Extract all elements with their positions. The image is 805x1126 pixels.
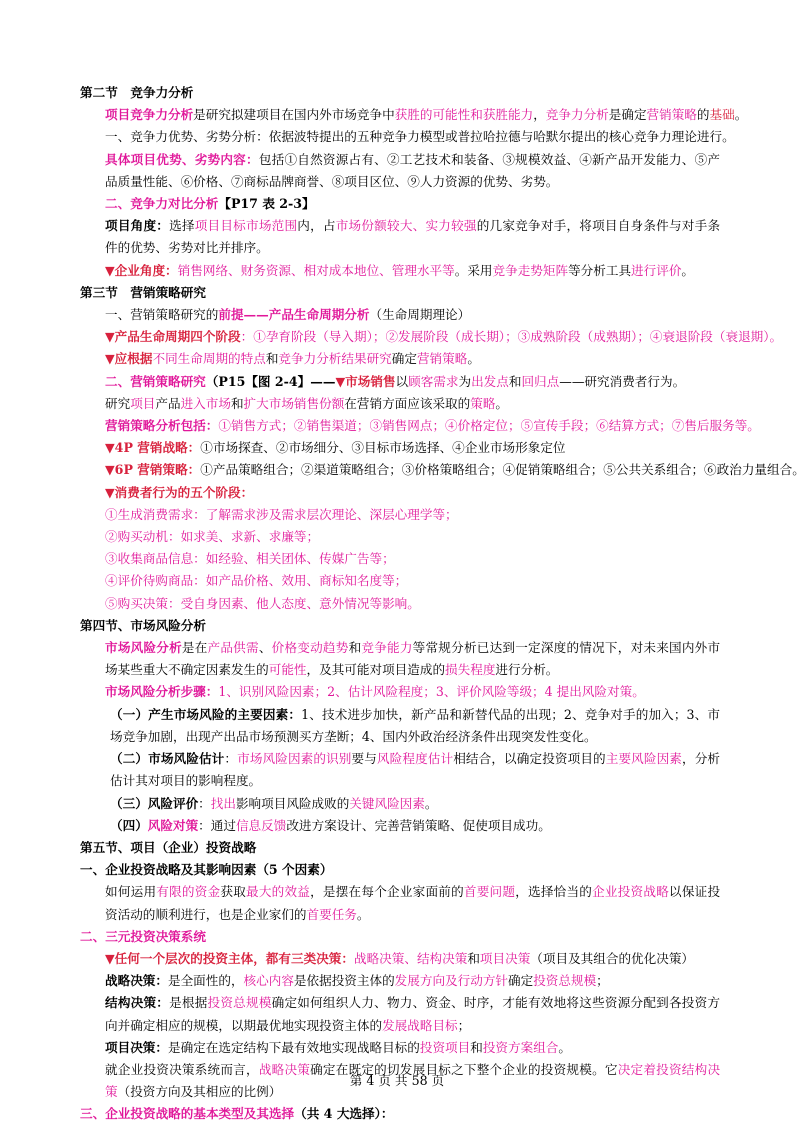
text-segment: ▼6P 营销策略： (105, 462, 201, 478)
text-segment: 损失程度 (445, 662, 496, 678)
text-segment: 是全面性的， (167, 973, 244, 989)
text-segment: 进入市场 (180, 395, 231, 411)
text-segment: 市场风险分析步骤： (105, 684, 219, 700)
text-line (80, 1037, 720, 1059)
text-segment: 和 (230, 395, 244, 411)
text-line (80, 526, 720, 548)
text-segment: ①生成消费需求：了解需求涉及需求层次理论、深层心理学等； (105, 506, 458, 522)
text-segment: 最大的效益 (246, 884, 311, 900)
text-segment: 投资项目 (419, 1039, 471, 1055)
text-segment: ，及其可能对项目造成的 (306, 662, 446, 678)
text-line (80, 548, 720, 570)
text-line (80, 393, 720, 415)
text-segment: ①产品策略组合；②渠道策略组合；③价格策略组合；④促销策略组合；⑤公共关系组合；⑥政治力量组合。 (200, 462, 805, 478)
text-segment: 项目决策 (479, 950, 531, 966)
text-segment: 投资总规模 (533, 973, 597, 989)
text-line (80, 593, 720, 615)
text-segment: 进行评价 (631, 262, 682, 278)
text-segment: 确定 (508, 973, 534, 989)
text-segment: 一、企业投资战略及其影响因素（5 个因素） (80, 862, 333, 878)
text-segment: 投资方案组合 (482, 1039, 559, 1055)
text-segment: 产品供需 (207, 640, 259, 656)
text-segment: 。 (734, 107, 748, 123)
text-segment: 第四节、市场风险分析 (80, 617, 206, 633)
document-body (80, 82, 805, 1126)
text-line (80, 992, 720, 1036)
text-line (80, 193, 720, 215)
text-segment: ▼市场销售 (335, 373, 396, 389)
text-segment: 是确定在选定结构下最有效地实现战略目标的 (167, 1039, 420, 1055)
text-segment: 竞争走势矩阵 (492, 262, 569, 278)
text-segment: （二）市场风险估计 (110, 751, 225, 767)
text-segment: 找出 (210, 795, 236, 811)
text-segment: ： (198, 795, 211, 811)
text-segment: 顾客需求 (408, 373, 459, 389)
text-line (80, 304, 720, 326)
text-segment: 营销策略分析包括： (105, 418, 219, 434)
text-segment: 一、营销策略研究的 (105, 307, 219, 323)
text-line (80, 837, 720, 859)
text-segment: （共 4 大选择）： (294, 1106, 394, 1122)
text-segment: 要与 (351, 751, 377, 767)
text-segment: 首要任务 (306, 906, 357, 922)
text-segment: （三）风险评价 (110, 795, 199, 811)
text-line (80, 82, 720, 104)
text-line (80, 859, 720, 881)
text-segment: ①市场探查、②市场细分、③目标市场选择、④企业市场形象定位 (200, 440, 566, 456)
text-segment: 项目目标市场范围 (194, 218, 298, 234)
text-segment: ④评价待购商品：如产品价格、效用、商标知名度等； (105, 573, 408, 589)
text-segment: ▼任何一个层次的投资主体，都有三类决策： (105, 950, 354, 966)
text-segment: 决定着投资结构决策 (105, 1061, 721, 1100)
page-footer: 第 4 页 共 58 页 (349, 1073, 445, 1088)
text-segment: 项目竞争力分析 (105, 107, 194, 123)
text-segment: 市场份额较大、实力较强 (335, 218, 477, 234)
text-segment: 和 (467, 950, 480, 966)
text-segment: （四） (110, 817, 148, 833)
text-segment: 三、企业投资战略的基本类型及其选择 (80, 1106, 295, 1122)
text-line (80, 326, 783, 348)
text-segment: 和 (508, 373, 522, 389)
text-segment: ：通过 (198, 817, 236, 833)
text-segment: 发展战略目标 (382, 1017, 458, 1033)
text-segment: 的 (696, 107, 710, 123)
text-segment: 风险对策 (147, 817, 199, 833)
text-segment: 相结合，以确定投资项目的 (453, 751, 606, 767)
text-segment: 如何运用 (105, 884, 157, 900)
text-line (80, 681, 720, 703)
text-segment: 。 (467, 351, 480, 367)
text-segment: 价格变动趋势 (271, 640, 349, 656)
text-segment: 首要问题 (463, 884, 516, 900)
text-segment: 获胜的可能性和获胜能力 (394, 107, 534, 123)
text-segment: （项目及其组合的优化决策） (530, 950, 694, 966)
text-segment: ：①孕育阶段（导入期）；②发展阶段（成长期）；③成熟阶段（成熟期）；④衰退阶段（衰退期）。 (240, 329, 783, 345)
text-line (80, 1103, 720, 1125)
text-segment: 关键风险因素 (349, 795, 425, 811)
text-segment: 市场风险分析 (105, 640, 182, 656)
text-segment: 进行分析。 (495, 662, 559, 678)
text-line (80, 704, 720, 748)
text-segment: 是在 (181, 640, 208, 656)
text-segment: 是确定 (608, 107, 647, 123)
text-segment: 竞争力分析结果研究 (278, 351, 392, 367)
text-segment: 策略 (470, 395, 496, 411)
text-line (80, 615, 720, 637)
text-segment: 发展方向及行动方针 (394, 973, 508, 989)
text-segment: 以保证投资活动的顺利进行，也是企业家们的 (105, 884, 721, 922)
text-segment: 包括①自然资源占有、②工艺技术和装备、③规模效益、④新产品开发能力、⑤产品质量性能、⑥价格、⑦商标品牌商誉、⑧项目区位、⑨人力资源的优势、劣势。 (105, 151, 721, 189)
text-segment: ①销售方式；②销售渠道；③销售网点；④价格定位；⑤宣传手段；⑥结算方式；⑦售后服务等。 (218, 418, 760, 434)
text-segment: 不同生命周期的特点 (152, 351, 266, 367)
text-line (80, 260, 720, 282)
text-segment: 是研究拟建项目在国内外市场竞争中 (193, 107, 395, 123)
text-line (80, 926, 720, 948)
text-segment: 扩大市场销售份额 (243, 395, 345, 411)
text-segment: 回归点 (521, 373, 560, 389)
text-segment: 产品 (155, 395, 181, 411)
text-segment: 1、技术进步加快，新产品和新替代品的出现；2、竞争对手的加入；3、市场竞争加剧，出现产出品市场预测买方垄断；4、国内外政治经济条件出现突发性变化。 (110, 706, 720, 744)
text-line (80, 504, 720, 526)
text-segment: 主要风险因素 (605, 751, 683, 767)
text-segment: 。采用 (454, 262, 493, 278)
text-segment: ， (533, 107, 546, 123)
text-segment: ▼4P 营销战略： (105, 440, 201, 456)
text-segment: 二、营销策略研究 (105, 373, 206, 389)
text-line (80, 748, 720, 792)
text-segment: 市场风险因素的识别 (237, 751, 352, 767)
text-line (80, 282, 720, 304)
text-segment: 企业投资战略 (592, 884, 670, 900)
text-segment: 【P17 表 2-3】 (218, 196, 315, 212)
text-segment: 确定 (391, 351, 417, 367)
text-segment: 二、竞争力对比分析 (105, 196, 219, 212)
text-segment: ▼产品生命周期四个阶段 (105, 329, 241, 345)
text-segment: 信息反馈 (235, 817, 287, 833)
text-segment: 和 (265, 351, 279, 367)
text-segment: （生命周期理论） (369, 307, 471, 323)
text-line (80, 348, 720, 370)
text-segment: 是依据投资主体的 (293, 973, 395, 989)
text-line (80, 948, 720, 970)
text-line (80, 215, 720, 259)
text-segment: 营销策略 (416, 351, 468, 367)
text-segment: 。 (356, 906, 370, 922)
text-segment: 有限的资金 (156, 884, 221, 900)
text-segment: ，是摆在每个企业家面前的 (310, 884, 464, 900)
text-segment: 项目角度： (105, 218, 170, 234)
text-segment: 、 (258, 640, 272, 656)
text-segment: 。 (424, 795, 438, 811)
text-segment: 基础 (709, 107, 735, 123)
text-line (80, 415, 760, 437)
text-line (80, 149, 720, 193)
text-segment: 出发点 (471, 373, 509, 389)
text-segment: 等分析工具 (568, 262, 632, 278)
text-segment: 和 (470, 1039, 483, 1055)
text-segment: 改进方案设计、完善营销策略、促使项目成功。 (286, 817, 551, 833)
text-segment: 风险程度估计 (376, 751, 454, 767)
text-segment: 获取 (220, 884, 247, 900)
text-segment: ——研究消费者行为。 (559, 373, 686, 389)
text-segment: 的几家竞争对手，将项目自身条件与对手条件的优势、劣势对比并排序。 (105, 218, 721, 256)
text-segment: 战略决策 (258, 1061, 311, 1077)
text-segment: 战略决策、结构决策 (353, 950, 468, 966)
text-line (80, 970, 720, 992)
text-line (80, 126, 735, 148)
text-segment: 。 (681, 262, 694, 278)
text-line (80, 437, 720, 459)
text-line (80, 459, 805, 481)
text-segment: 前提——产品生命周期分析 (218, 307, 370, 323)
text-segment: 。 (495, 395, 508, 411)
text-segment: 和 (348, 640, 362, 656)
text-segment: 等常规分析已达到一定深度的情况下，对未来国内外市场某些重大不确定因素发生的 (105, 640, 721, 678)
text-line (80, 881, 720, 925)
text-segment: 1、识别风险因素；2、估计风险程度；3、评价风险等级；4 提出风险对策。 (218, 684, 645, 700)
text-line (80, 793, 720, 815)
text-segment: 营销策略 (646, 107, 697, 123)
text-segment: 第三节 营销策略研究 (80, 284, 206, 300)
text-segment: 在营销方面应该采取的 (344, 395, 471, 411)
text-segment: ； (457, 1017, 471, 1033)
text-segment: 为 (458, 373, 472, 389)
text-segment: 确定在既定的切发展目标之下整个企业的投资规模。它 (310, 1061, 618, 1077)
text-segment: ； (596, 973, 609, 989)
text-line (80, 815, 720, 837)
text-segment: ▼企业角度： (105, 262, 178, 278)
text-segment: 以 (395, 373, 409, 389)
text-line (80, 104, 748, 126)
text-segment: 。 (558, 1039, 571, 1055)
text-segment: 选择 (169, 218, 195, 234)
text-segment: ： (224, 751, 238, 767)
text-segment: 战略决策： (105, 973, 168, 989)
text-segment: 是根据 (169, 995, 208, 1011)
text-segment: 就企业投资决策系统而言， (105, 1061, 259, 1077)
text-line (80, 570, 720, 592)
text-line (80, 371, 720, 393)
text-line (80, 482, 720, 504)
text-segment: 影响项目风险成败的 (235, 795, 350, 811)
text-segment: 竞争能力 (361, 640, 413, 656)
text-segment: 销售网络、财务资源、相对成本地位、管理水平等 (177, 262, 455, 278)
text-segment: 竞争力分析 (545, 107, 609, 123)
text-segment: （投资方向及其相应的比例） (117, 1084, 282, 1100)
text-segment: 项目决策： (105, 1039, 168, 1055)
text-segment: ②购买动机：如求美、求新、求廉等； (105, 529, 320, 545)
text-segment: 第二节 竞争力分析 (80, 85, 194, 100)
text-segment: 项目 (130, 395, 156, 411)
text-segment: （一）产生市场风险的主要因素： (110, 706, 302, 722)
text-segment: ，分析估计其对项目的影响程度。 (110, 751, 721, 789)
text-segment: 研究 (105, 395, 131, 411)
text-segment: ▼消费者行为的五个阶段： (105, 484, 254, 500)
text-segment: ▼应根据 (105, 351, 153, 367)
text-segment: （P15【图 2-4】—— (205, 373, 336, 389)
text-segment: 确定如何组织人力、物力、资金、时序，才能有效地将这些资源分配到各投资方向并确定相应的规模，以期最优地实现投资主体的 (105, 995, 721, 1033)
text-segment: ③收集商品信息：如经验、相关团体、传媒广告等； (105, 551, 395, 567)
text-segment: 可能性 (268, 662, 307, 678)
text-segment: 第五节、项目（企业）投资战略 (80, 839, 257, 855)
text-segment: 一、竞争力优势、劣势分析：依据波特提出的五种竞争力模型或普拉哈拉德与哈默尔提出的核心竞争力理论进行。 (105, 129, 735, 145)
text-segment: ，选择恰当的 (515, 884, 593, 900)
text-segment: 结构决策： (105, 995, 170, 1011)
text-segment: 内，占 (297, 218, 336, 234)
text-segment: ⑤购买决策：受自身因素、他人态度、意外情况等影响。 (105, 595, 420, 611)
text-segment: 具体项目优势、劣势内容： (105, 151, 259, 167)
text-line (80, 637, 720, 681)
text-segment: 投资总规模 (207, 995, 272, 1011)
text-segment: 核心内容 (243, 973, 294, 989)
text-segment: 二、三元投资决策系统 (80, 928, 206, 944)
